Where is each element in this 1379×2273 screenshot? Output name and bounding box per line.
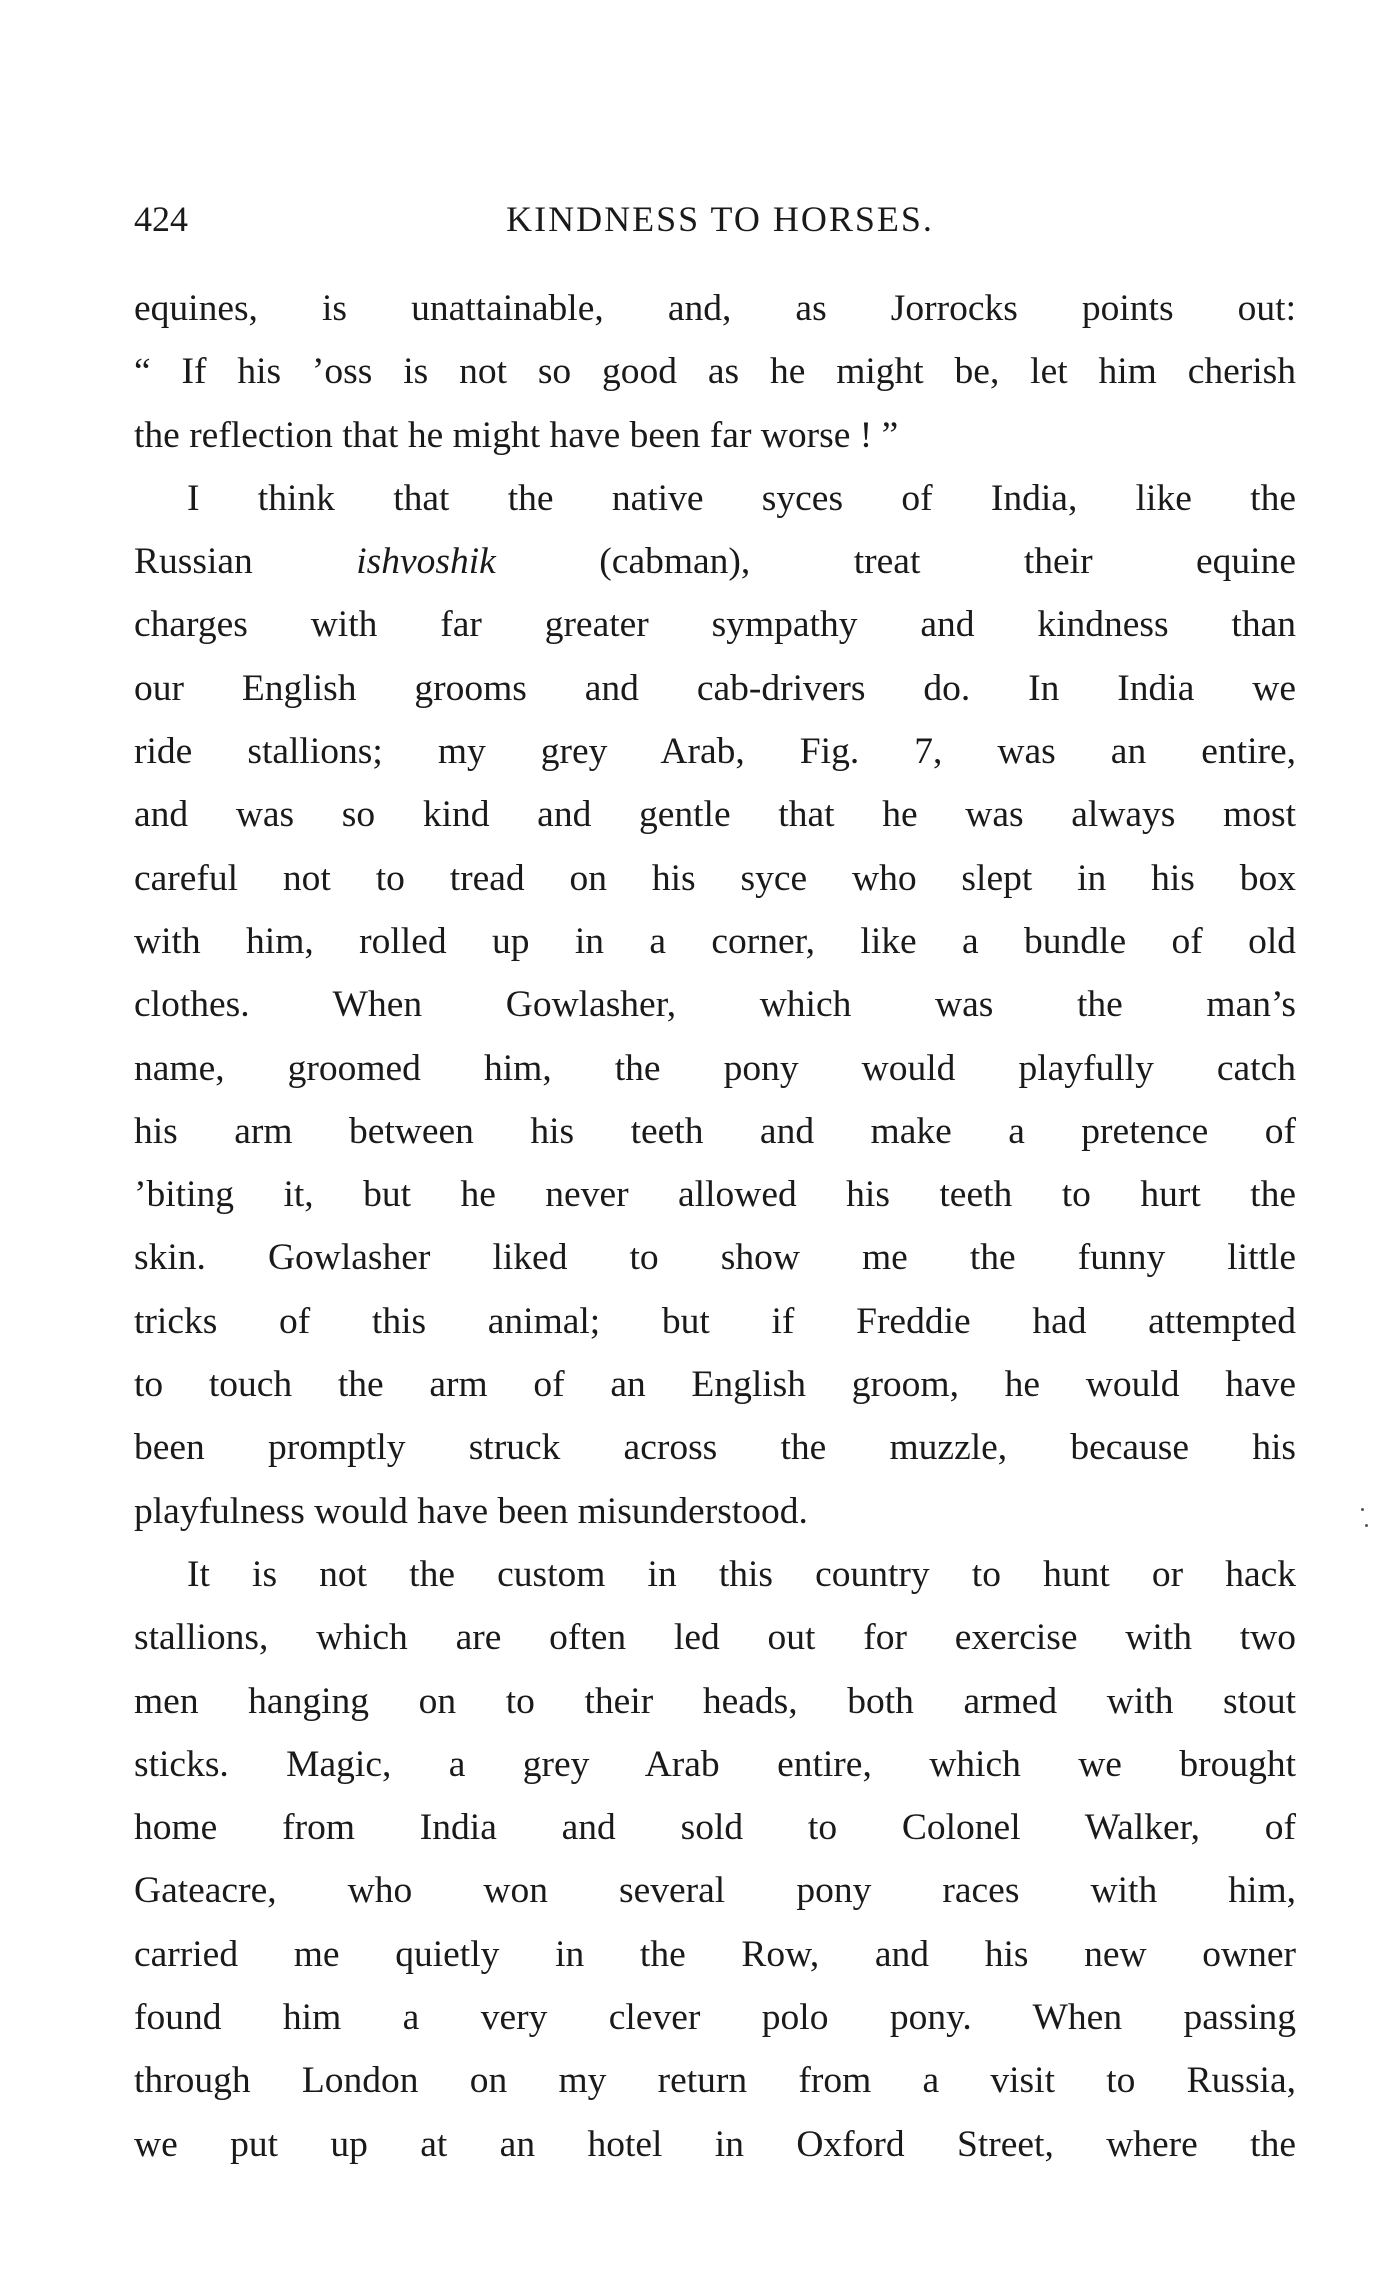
text-line: home from India and sold to Colonel Walker, of [134, 1807, 1296, 1849]
running-title: KINDNESS TO HORSES. [506, 199, 934, 239]
text-line: ride stallions; my grey Arab, Fig. 7, was an entire, [134, 731, 1296, 773]
text-line: with him, rolled up in a corner, like a bundle of old [134, 920, 1296, 962]
stray-mark [1361, 1508, 1364, 1511]
text-line: stallions, which are often led out for exercise with two [134, 1617, 1296, 1659]
text-line: equines, is unattainable, and, as Jorrocks points out: [134, 288, 1296, 329]
text-line: charges with far greater sympathy and kindness than [134, 604, 1296, 646]
text-line: clothes. When Gowlasher, which was the man’s [134, 984, 1296, 1026]
text-line: we put up at an hotel in Oxford Street, where the [134, 2123, 1296, 2165]
text-line: tricks of this animal; but if Freddie had attempted [134, 1300, 1296, 1342]
text-line: playfulness would have been misunderstood. [134, 1490, 808, 1532]
text-line: careful not to tread on his syce who slept in his box [134, 857, 1296, 899]
text-line: our English grooms and cab-drivers do. In India we [134, 667, 1296, 709]
text-line: through London on my return from a visit to Russia, [134, 2060, 1296, 2102]
text-line: sticks. Magic, a grey Arab entire, which we brought [134, 1743, 1296, 1785]
text-line: men hanging on to their heads, both armed with stout [134, 1680, 1296, 1722]
text-line: been promptly struck across the muzzle, because his [134, 1427, 1296, 1469]
text-line: skin. Gowlasher liked to show me the funny little [134, 1237, 1296, 1279]
text-line: Gateacre, who won several pony races with him, [134, 1870, 1296, 1912]
page-number: 424 [134, 199, 188, 239]
body-text [134, 277, 1296, 2176]
text-line: to touch the arm of an English groom, he would have [134, 1364, 1296, 1406]
text-line: his arm between his teeth and make a pretence of [134, 1110, 1296, 1152]
text-line: the reflection that he might have been far worse ! ” [134, 414, 899, 456]
text-line: I think that the native syces of India, like the [187, 477, 1296, 519]
text-line: name, groomed him, the pony would playfully catch [134, 1047, 1296, 1089]
text-line: “ If his ’oss is not so good as he might be, let him cherish [134, 351, 1296, 393]
stray-mark [1365, 1524, 1368, 1527]
running-header [134, 192, 1296, 246]
text-line: carried me quietly in the Row, and his new owner [134, 1933, 1296, 1975]
text-line: found him a very clever polo pony. When passing [134, 1997, 1296, 2039]
text-line: ’biting it, but he never allowed his teeth to hurt the [134, 1174, 1296, 1216]
text-line: Russian ishvoshik (cabman), treat their equine [134, 541, 1296, 583]
text-line: and was so kind and gentle that he was always most [134, 794, 1296, 836]
text-line: It is not the custom in this country to hunt or hack [187, 1553, 1296, 1595]
